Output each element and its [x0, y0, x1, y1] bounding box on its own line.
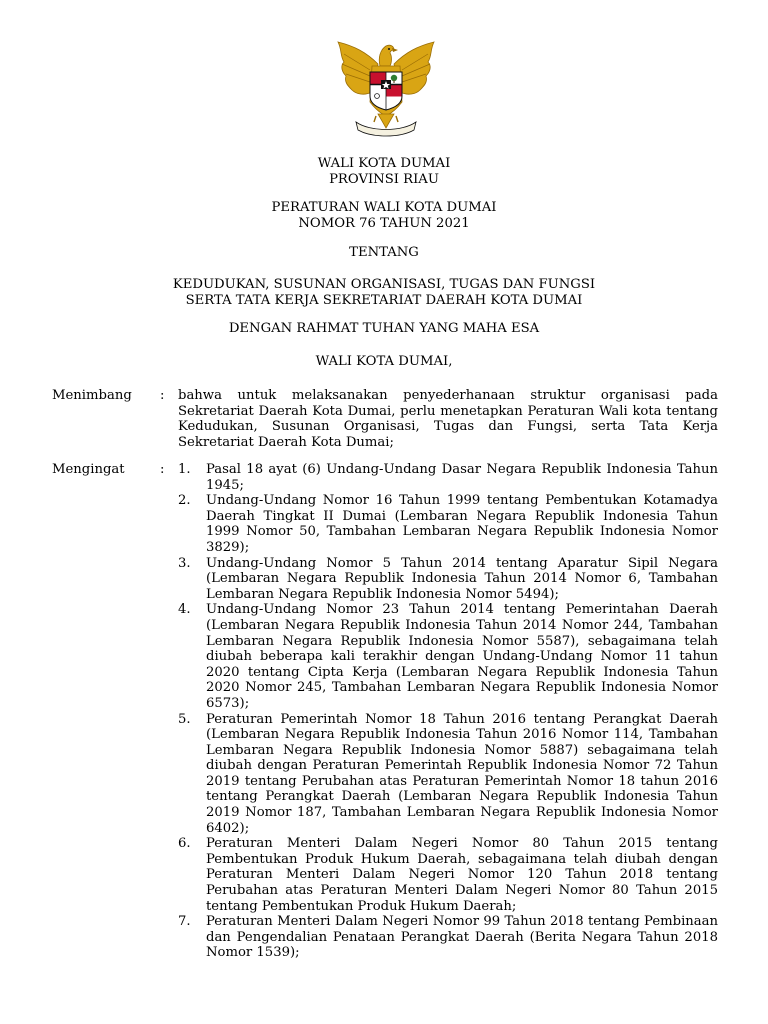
title-line-2: NOMOR 76 TAHUN 2021 [298, 215, 470, 231]
subject-block [0, 277, 768, 308]
list-item-text: Undang-Undang Nomor 5 Tahun 2014 tentang Aparatur Sipil Negara (Lembaran Negara Republik Indonesia Tahun 2014 Nomor 6, Tambahan Lembaran Negara Republik Indonesia Nomor 5494); [206, 555, 718, 602]
list-item-number: 3. [178, 555, 191, 571]
list-item-number: 7. [178, 914, 191, 930]
list-item-text: Undang-Undang Nomor 23 Tahun 2014 tentang Pemerintahan Daerah (Lembaran Negara Republik Indonesia Tahun 2014 Nomor 244, Tambahan Lembaran Negara Republik Indonesia Nomor 5587), sebagaimana telah diubah beberapa kali terakhir dengan Undang-Undang Nomor 11 tahun 2020 tentang Cipta Kerja (Lembaran Negara Republik Indonesia Tahun 2020 Nomor 245, Tambahan Lembaran Negara Republik Indonesia Nomor 6573); [206, 602, 718, 711]
list-item-text: Undang-Undang Nomor 16 Tahun 1999 tentang Pembentukan Kotamadya Daerah Tingkat II Dumai (Lembaran Negara Republik Indonesia Tahun 1999 Nomor 50, Tambahan Lembaran Negara Republik Indonesia Nomor 3829); [206, 493, 718, 555]
list-item-text: Peraturan Menteri Dalam Negeri Nomor 99 Tahun 2018 tentang Pembinaan dan Pengendalian Penataan Perangkat Daerah (Berita Negara Tahun 2018 Nomor 1539); [206, 914, 718, 961]
list-item [178, 462, 718, 493]
list-item-number: 1. [178, 462, 191, 477]
tentang-heading: TENTANG [349, 245, 419, 260]
authority: WALI KOTA DUMAI, [315, 354, 453, 369]
list-item-number: 5. [178, 711, 191, 727]
list-item-number: 4. [178, 602, 191, 618]
mengingat-colon: : [160, 462, 165, 477]
list-item-number: 6. [178, 836, 191, 852]
list-item [178, 914, 718, 961]
subject-line-1: KEDUDUKAN, SUSUNAN ORGANISASI, TUGAS DAN FUNGSI [172, 277, 596, 292]
list-item-text: Peraturan Menteri Dalam Negeri Nomor 80 Tahun 2015 tentang Pembentukan Produk Hukum Daerah, sebagaimana telah diubah dengan Peraturan Menteri Dalam Negeri Nomor 120 Tahun 2018 tentang Perubahan atas Peraturan Menteri Dalam Negeri Nomor 80 Tahun 2015 tentang Pembentukan Produk Hukum Daerah; [206, 836, 718, 914]
title-line-1: PERATURAN WALI KOTA DUMAI [271, 200, 497, 215]
list-item [178, 712, 718, 837]
list-item [178, 836, 718, 914]
list-item [178, 556, 718, 603]
list-item-text: Pasal 18 ayat (6) Undang-Undang Dasar Negara Republik Indonesia Tahun 1945; [206, 462, 718, 493]
subject-line-2: SERTA TATA KERJA SEKRETARIAT DAERAH KOTA DUMAI [185, 292, 583, 308]
menimbang-colon: : [160, 388, 165, 403]
garuda-emblem-icon [330, 36, 442, 140]
mengingat-list [178, 462, 718, 961]
list-item [178, 493, 718, 555]
regulation-title [0, 200, 768, 231]
issuer-line-1: WALI KOTA DUMAI [317, 156, 451, 171]
list-item-text: Peraturan Pemerintah Nomor 18 Tahun 2016 tentang Perangkat Daerah (Lembaran Negara Republik Indonesia Tahun 2016 Nomor 114, Tambahan Lembaran Negara Republik Indonesia Nomor 5887) sebagaimana telah diubah dengan Peraturan Pemerintah Republik Indonesia Nomor 72 Tahun 2019 tentang Perubahan atas Peraturan Pemerintah Nomor 18 tahun 2016 tentang Perangkat Daerah (Lembaran Negara Republik Indonesia Tahun 2019 Nomor 187, Tambahan Lembaran Negara Republik Indonesia Nomor 6402); [206, 711, 718, 836]
mengingat-label: Mengingat [52, 462, 125, 477]
menimbang-text: bahwa untuk melaksanakan penyederhanaan struktur organisasi pada Sekretariat Daerah Kota Dumai, perlu menetapkan Peraturan Wali kota tentang Kedudukan, Susunan Organisasi, Tugas dan Fungsi, serta Tata Kerja Sekretariat Daerah Kota Dumai; [178, 388, 718, 450]
invocation: DENGAN RAHMAT TUHAN YANG MAHA ESA [228, 321, 540, 336]
issuer-line-2: PROVINSI RIAU [329, 171, 439, 187]
list-item-number: 2. [178, 493, 191, 509]
issuer-block [0, 156, 768, 187]
list-item [178, 602, 718, 711]
menimbang-label: Menimbang [52, 388, 132, 403]
